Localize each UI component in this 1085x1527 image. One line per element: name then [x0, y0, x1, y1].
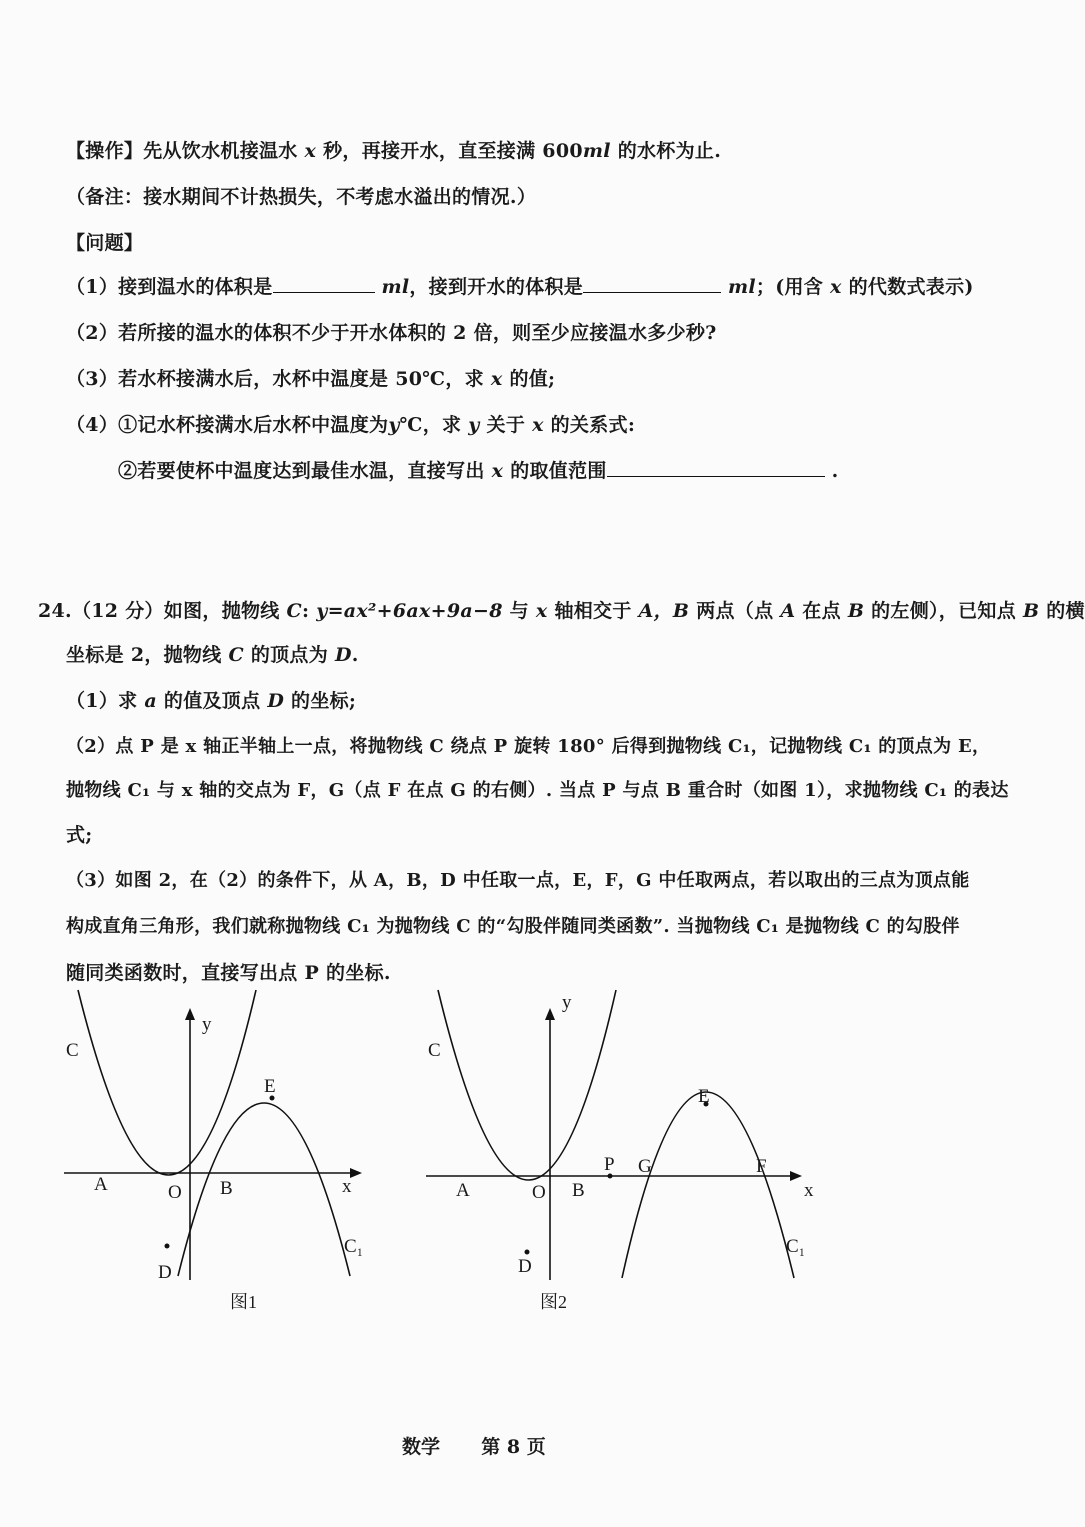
p24-l1-g: 的左侧），已知点 [871, 600, 1017, 622]
q4-2-text-a: ②若要使杯中温度达到最佳水温，直接写出 [118, 460, 485, 482]
label-G: G [638, 1156, 652, 1177]
label-P: P [604, 1154, 615, 1175]
operation-text-c: 的水杯为止. [610, 140, 722, 162]
answer-blank-3[interactable] [607, 458, 825, 477]
q1-text-d: 的代数式表示) [848, 276, 974, 298]
q4-2-var: x [491, 460, 504, 482]
p24-line-7: （3）如图 2，在（2）的条件下，从 A，B，D 中任取一点，E，F，G 中任取两点，若以取出的三点为顶点能 [66, 870, 970, 891]
note-line: （备注：接水期间不计热损失，不考虑水溢出的情况.） [66, 186, 537, 208]
p24-l1-c: 与 [509, 600, 529, 622]
q1-unit-1: ml [381, 276, 410, 298]
p24-l1-AB: A，B [638, 600, 690, 622]
point-D [525, 1250, 530, 1255]
x-axis-arrow [350, 1168, 362, 1178]
figure-2 [412, 990, 832, 1290]
p24-line-6: 式; [66, 824, 93, 846]
p24-l1-B2: B [1022, 600, 1040, 622]
p24-l1-B: B [847, 600, 865, 622]
p24-l2-b: 的顶点为 [250, 644, 329, 666]
operation-text-a: 先从饮水机接温水 [143, 140, 298, 162]
p24-l1-a: 24.（12 分）如图，抛物线 [38, 600, 280, 622]
q1-text-a: （1）接到温水的体积是 [66, 276, 273, 298]
point-D [165, 1244, 170, 1249]
q1-text-c: ；(用含 [755, 276, 824, 298]
label-O: O [168, 1182, 182, 1203]
q3-text-b: 的值; [509, 368, 556, 390]
label-C1: C₁ [786, 1236, 806, 1257]
p24-line-2 [66, 640, 359, 667]
q4-1-text-b: ℃，求 [399, 414, 462, 436]
p24-l2-C: C [228, 644, 244, 666]
p24-line-5: 抛物线 C₁ 与 x 轴的交点为 F，G（点 F 在点 G 的右侧）. 当点 P 与点 B 重合时（如图 1），求抛物线 C₁ 的表达 [66, 780, 1009, 801]
p24-line-8: 构成直角三角形，我们就称抛物线 C₁ 为抛物线 C 的“勾股伴随同类函数”. 当抛物线 C₁ 是抛物线 C 的勾股伴 [66, 916, 960, 937]
p24-l1-b: : [301, 600, 310, 622]
parabola-C1 [178, 1103, 350, 1276]
footer-page-number: 第 8 页 [481, 1436, 546, 1458]
y-axis-arrow [545, 1008, 555, 1020]
label-y: y [562, 992, 572, 1013]
p24-l2-c: . [351, 644, 359, 666]
figure-1 [50, 990, 380, 1290]
x-axis-arrow [790, 1171, 802, 1181]
q3-var: x [490, 368, 503, 390]
operation-line [66, 136, 721, 163]
p24-l3-c: 的坐标; [291, 690, 357, 712]
parabola-C1 [622, 1092, 794, 1278]
label-O: O [532, 1182, 546, 1203]
p24-l1-d: 轴相交于 [554, 600, 632, 622]
questions-tag: 【问题】 [66, 232, 144, 254]
label-F: F [756, 1156, 767, 1177]
p24-l1-C: C [286, 600, 302, 622]
answer-blank-1[interactable] [273, 274, 375, 293]
p24-l1-f: 在点 [802, 600, 841, 622]
p24-l1-A: A [780, 600, 796, 622]
figure-1-graph [50, 990, 380, 1290]
q3-text-a: （3）若水杯接满水后，水杯中温度是 50℃，求 [66, 368, 484, 390]
page-footer [402, 1432, 546, 1459]
q4-1-var-y: y [388, 414, 400, 436]
var-x: x [304, 140, 317, 162]
p24-l1-h: 的横 [1046, 600, 1085, 622]
p24-l1-x: x [535, 600, 548, 622]
operation-text-b: 秒，再接开水，直至接满 600 [323, 140, 583, 162]
unit-ml: ml [582, 140, 611, 162]
q4-1-var-y2: y [468, 414, 480, 436]
label-D: D [518, 1256, 532, 1277]
p24-line-3 [66, 686, 356, 713]
p24-l2-D: D [334, 644, 352, 666]
label-y: y [202, 1014, 212, 1035]
p24-l3-var: a [144, 690, 157, 712]
figure-2-caption: 图2 [540, 1292, 567, 1312]
p24-line-1 [38, 596, 1085, 623]
figure-2-graph [412, 990, 832, 1290]
p24-line-4: （2）点 P 是 x 轴正半轴上一点，将抛物线 C 绕点 P 旋转 180° 后得到抛物线 C₁，记抛物线 C₁ 的顶点为 E， [66, 736, 991, 757]
q1-var: x [830, 276, 842, 298]
p24-l3-b: 的值及顶点 [163, 690, 261, 712]
q4-2-end: . [831, 460, 839, 482]
y-axis-arrow [185, 1008, 195, 1020]
q4-1-var-x: x [532, 414, 544, 436]
q4-1-text-c: 关于 [486, 414, 526, 436]
p24-l1-e: 两点（点 [696, 600, 774, 622]
p24-l3-a: （1）求 [66, 690, 138, 712]
p24-l2-a: 坐标是 2，抛物线 [66, 644, 222, 666]
question-2: （2）若所接的温水的体积不少于开水体积的 2 倍，则至少应接温水多少秒? [66, 322, 717, 344]
label-x: x [804, 1180, 814, 1201]
parabola-C [78, 990, 256, 1175]
label-E: E [698, 1086, 710, 1107]
p24-equation: y=ax²+6ax+9a−8 [316, 600, 503, 622]
question-4-part-2 [118, 456, 839, 483]
label-C1: C₁ [344, 1236, 364, 1257]
p24-l3-D: D [267, 690, 285, 712]
question-4-part-1 [66, 410, 635, 437]
p24-line-9: 随同类函数时，直接写出点 P 的坐标. [66, 962, 391, 984]
label-C: C [66, 1040, 79, 1061]
footer-subject: 数学 [402, 1436, 441, 1458]
label-D: D [158, 1262, 172, 1283]
q4-1-text-a: （4）①记水杯接满水后水杯中温度为 [66, 414, 389, 436]
label-E: E [264, 1076, 276, 1097]
operation-tag: 【操作】 [66, 140, 144, 162]
question-1 [66, 272, 974, 299]
question-3 [66, 364, 555, 391]
q4-2-text-b: 的取值范围 [510, 460, 607, 482]
q1-text-b: ，接到开水的体积是 [409, 276, 584, 298]
q4-1-text-d: 的关系式: [550, 414, 636, 436]
label-A: A [94, 1174, 108, 1195]
label-C: C [428, 1040, 441, 1061]
label-x: x [342, 1176, 352, 1197]
label-B: B [572, 1180, 585, 1201]
q1-unit-2: ml [728, 276, 756, 298]
answer-blank-2[interactable] [583, 274, 721, 293]
label-A: A [456, 1180, 470, 1201]
figure-1-caption: 图1 [230, 1292, 257, 1312]
label-B: B [220, 1178, 233, 1199]
parabola-C [438, 990, 616, 1180]
